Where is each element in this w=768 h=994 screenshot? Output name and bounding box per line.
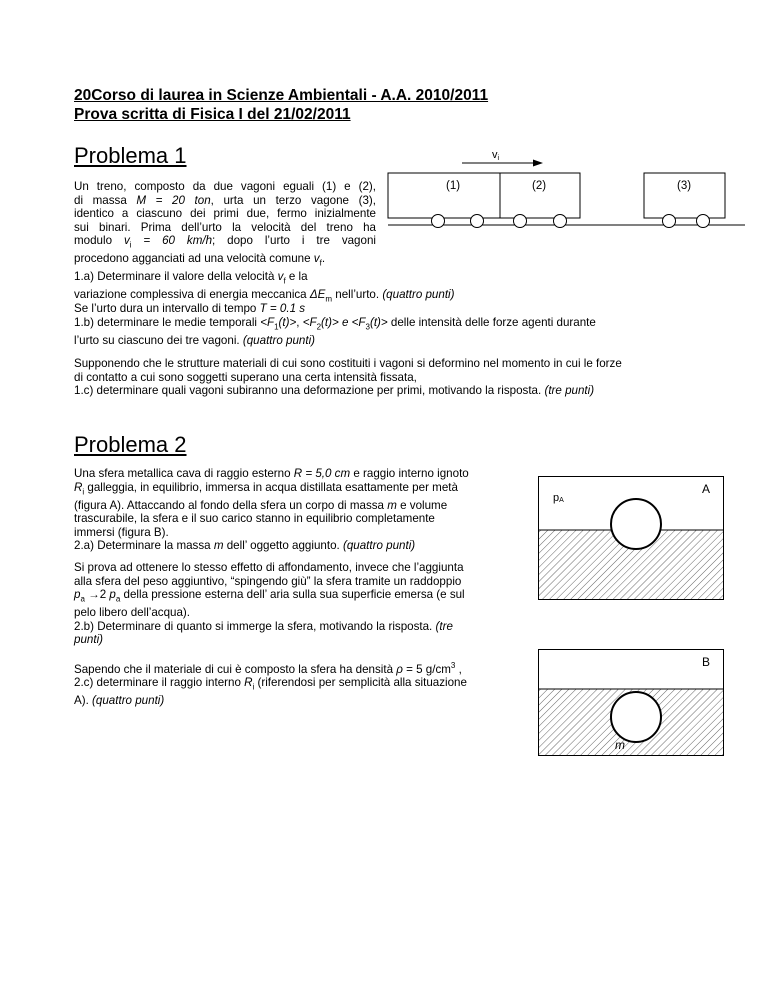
text-line: trascurabile, la sfera e il suo carico stanno in equilibrio completamente — [74, 512, 435, 526]
wagon-2-label: (2) — [532, 180, 547, 192]
figure-a — [538, 476, 724, 600]
text-line: Sapendo che il materiale di cui è composto la sfera ha densità ρ = 5 $g/cm^3$ , — [74, 661, 462, 676]
text-line: variazione complessiva di energia meccanica $\Delta E_m$ nell’urto. (quattro punti) — [74, 288, 455, 304]
text-line: 1.a) Determinare il valore della velocità $v_f$ e la — [74, 270, 308, 286]
wagon-1-label: (1) — [446, 180, 461, 192]
wheel — [514, 215, 527, 228]
problem2-part-c — [74, 659, 467, 708]
problem1-part-c — [74, 357, 622, 398]
velocity-label: vi — [492, 149, 500, 162]
text-line: Supponendo che le strutture materiali di cui sono costituiti i vagoni si deformino nel momento in cui le forze — [74, 357, 622, 370]
text-line: A). (quattro punti) — [74, 694, 165, 708]
text-line: modulo $v_i = 60$ km/h; dopo l’urto i tre vagoni — [74, 234, 376, 250]
text-line: (figura A). Attaccando al fondo della sfera un corpo di massa m e volume — [74, 498, 448, 512]
text-line: $R_i$ galleggia, in equilibrio, immersa in acqua distillata esattamente per metà — [74, 480, 458, 496]
wheel — [697, 215, 710, 228]
wagon-3-label: (3) — [677, 180, 692, 192]
train-figure — [380, 144, 750, 238]
text-line: 2.b) Determinare di quanto si immerge la sfera, motivando la risposta. (tre — [74, 619, 453, 633]
problem2-intro — [74, 467, 469, 553]
arrow-head — [533, 160, 543, 167]
text-line: Una sfera metallica cava di raggio esterno R = 5,0 cm e raggio interno ignoto — [74, 467, 469, 480]
text-line: punti) — [74, 633, 104, 647]
sphere-b — [611, 692, 661, 742]
text-line: 2.c) determinare il raggio interno $R_i$ (riferendosi per semplicità alla situazione — [74, 676, 467, 692]
text-line: immersi (figura B). — [74, 525, 169, 539]
text-line: di contatto a cui sono soggetti superano una certa intensità fissata, — [74, 370, 417, 384]
mass-label: m — [615, 738, 625, 752]
wheel — [432, 215, 445, 228]
exam-header: Prova scritta di Fisica I del 21/02/2011 — [74, 106, 351, 123]
figure-b-label: B — [702, 655, 711, 669]
text-line: 1.c) determinare quali vagoni subiranno una deformazione per primi, motivando la risposta. (tre punti) — [74, 384, 595, 398]
text-line: Un treno, composto da due vagoni eguali (1) e (2), — [74, 180, 376, 193]
wagon-1 — [388, 173, 500, 218]
text-line: Si prova ad ottenere lo stesso effetto di affondamento, invece che l’aggiunta — [74, 561, 464, 574]
text-line: procedono agganciati ad una velocità comune $v_f$. — [74, 252, 326, 268]
text-line: Se l’urto dura un intervallo di tempo T = 0.1 s — [74, 302, 306, 315]
wheels — [432, 215, 710, 228]
wheel — [471, 215, 484, 228]
text-line: di massa M = 20 ton, urta un terzo vagone (3), — [74, 193, 376, 207]
wheel — [663, 215, 676, 228]
text-line: sui binari. Prima dell’urto la velocità del treno ha — [74, 220, 376, 234]
text-line: 2.a) Determinare la massa m dell’ oggetto aggiunto. (quattro punti) — [74, 539, 416, 553]
text-line: identico a ciascuno dei primi due, fermo inizialmente — [74, 207, 376, 221]
pressure-label: pA — [553, 492, 564, 504]
wheel — [554, 215, 567, 228]
text-line: pelo libero dell’acqua). — [74, 606, 191, 620]
problem1-part-b — [74, 302, 596, 347]
sphere-a — [611, 499, 661, 549]
course-header: 20Corso di laurea in Scienze Ambientali - A.A. 2010/2011 — [74, 87, 489, 104]
problem1-intro — [74, 180, 455, 306]
text-line: alla sfera del peso aggiuntivo, “spingendo giù” la sfera tramite un raddoppio — [74, 574, 462, 588]
problem1-title: Problema 1 — [74, 143, 187, 168]
text-line: 1.b) determinare le medie temporali $<F_1(t)>$, $<F_2(t)> e <F_3(t)>$ delle intensità delle forze agenti durante — [74, 315, 596, 331]
problem2-title: Problema 2 — [74, 432, 187, 457]
text-line: l’urto su ciascuno dei tre vagoni. (quattro punti) — [74, 333, 316, 347]
figure-a-label: A — [702, 482, 711, 496]
problem2-part-b — [74, 561, 465, 647]
text-line: $p_a \to 2$ $p_a$ della pressione esterna dell’ aria sulla sua superficie emersa (e sul — [74, 588, 465, 604]
figure-b — [538, 649, 724, 756]
